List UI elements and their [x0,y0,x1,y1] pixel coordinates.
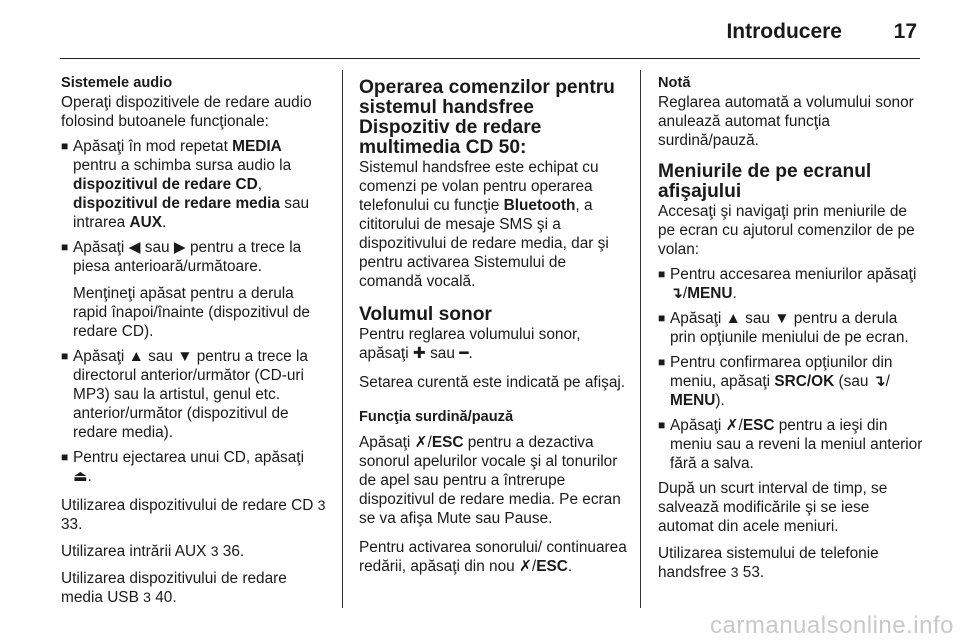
text: pentru a derula prin opţiunile meniului de pe ecran. [670,310,909,346]
arrow-up-icon: ▲ [725,310,741,327]
menu-arrow-icon: ↴ [670,285,683,302]
page-ref-icon: 3 [317,497,326,513]
arrow-down-icon: ▼ [774,310,790,327]
key-label: dispozitivul de redare CD [73,176,258,193]
plus-icon: ✚ [412,345,426,362]
text: sau [143,348,178,365]
text: / [682,285,688,302]
bullet-icon: ■ [658,418,666,432]
bullet-icon: ■ [61,450,69,464]
text: sau intrarea [73,195,310,231]
page-ref-icon: 3 [143,589,151,605]
text: . [161,214,167,231]
mute-icon: ✗ [519,558,532,575]
bullet-icon: ■ [61,240,69,254]
list-item [61,448,327,486]
text: / [885,373,890,390]
column-1 [61,74,327,607]
text: pentru a schimba sursa audio la [73,157,292,174]
eject-icon: ⏏ [73,468,88,485]
minus-icon: ━ [459,345,469,362]
list-item [61,347,327,442]
key-label: ESC [431,434,464,451]
subtitle: Sistemele audio [61,75,173,91]
text: Utilizarea sistemului de telefonie handsfree [658,545,879,581]
key-label: Bluetooth [503,197,576,214]
text: Apăsaţi în mod repetat [73,138,233,155]
bullet-icon: ■ [658,311,666,325]
heading: Meniurile de pe ecranul afişajului [658,161,872,202]
list-item [658,353,926,410]
bullet-list [61,137,327,276]
text: Pentru activarea sonorului/ continuarea redării, apăsaţi din nou [359,539,627,575]
heading: Dispozitiv de redare multimedia CD 50: [359,117,542,158]
subtitle: Funcţia surdină/pauză [359,409,514,425]
heading: Operarea comenzilor pentru sistemul handsfree [359,77,615,118]
mute-icon: ✗ [414,434,428,451]
paragraph [359,538,627,576]
list-item [658,416,926,473]
paragraph [359,433,627,528]
bullet-list [61,347,327,486]
text: Pentru reglarea volumului sonor, apăsaţi [359,326,581,362]
key-label: MENU [687,285,733,302]
mute-icon: ✗ [725,417,739,434]
note-title: Notă [658,75,691,91]
paragraph: După un scurt interval de timp, se salvează modificările şi se iese automat din acele meniuri. [658,480,888,535]
text: Apăsaţi [73,239,129,256]
text: Apăsaţi [670,417,726,434]
text: / [531,558,537,575]
list-item [658,265,926,303]
watermark: carmanualsonline.info [710,612,954,639]
text: 40. [150,589,177,606]
text: / [738,417,743,434]
column-divider [342,70,343,608]
text: . [468,345,473,362]
key-label: MENU [670,392,716,409]
page-header [60,18,920,59]
key-label: dispozitivul de redare media [73,195,280,212]
text: 36. [218,543,245,560]
text: Apăsaţi [73,348,129,365]
text: pentru a ieşi din meniu sau a reveni la meniul anterior fără a salva. [670,417,923,472]
paragraph: Setarea curentă este indicată pe afişaj. [359,374,626,391]
note-text: Reglarea automată a volumului sonor anulează automat funcţia surdină/pauză. [658,94,914,149]
column-3 [658,74,926,582]
text: sau [425,345,460,362]
text: sau [140,239,174,256]
text: Pentru accesarea meniurilor apăsaţi [670,266,917,283]
list-item [61,137,327,232]
text: / [427,434,432,451]
text: , [257,176,263,193]
bullet-list [658,265,926,473]
text: sau [740,310,775,327]
text: Pentru ejectarea unui CD, apăsaţi [73,449,304,466]
bullet-icon: ■ [61,139,69,153]
arrow-right-icon: ▶ [173,239,186,256]
section-title: Introducere [726,20,842,43]
text: Utilizarea intrării AUX [61,543,211,560]
key-label: ESC [742,417,775,434]
page-number: 17 [893,20,917,43]
text: 33. [61,516,83,533]
paragraph: Operaţi dispozitivele de redare audio folosind butoanele funcţionale: [61,94,312,130]
bullet-icon: ■ [658,355,666,369]
text: Utilizarea dispozitivului de redare media USB [61,570,287,606]
text: . [732,285,737,302]
key-label: ESC [536,558,568,575]
menu-arrow-icon: ↴ [872,373,886,390]
bullet-icon: ■ [658,267,666,281]
cross-reference [61,569,327,607]
bullet-icon: ■ [61,349,69,363]
text: . [567,558,573,575]
paragraph: Menţineţi apăsat pentru a derula rapid înapoi/înainte (dispozitivul de redare CD). [73,285,310,340]
key-label: SRC/OK [774,373,835,390]
list-item [658,309,926,347]
text: , a cititorului de mesaje SMS şi a dispozitivului de redare media, dar şi pentru activarea Sistemului de comandă vocală. [359,197,609,290]
paragraph [359,158,627,291]
cross-reference [61,496,327,534]
text: Sistemul handsfree este echipat cu comenzi pe volan pentru operarea telefonului cu funcţie [359,159,599,214]
text: Pentru confirmarea opţiunilor din meniu, apăsaţi [670,354,893,390]
list-item [61,238,327,276]
text: . [87,468,92,485]
column-divider [640,70,641,608]
cross-reference [658,544,926,582]
arrow-up-icon: ▲ [128,348,144,365]
page-ref-icon: 3 [210,543,219,559]
cross-reference [61,542,327,561]
arrow-left-icon: ◀ [128,239,141,256]
page-ref-icon: 3 [730,564,739,580]
arrow-down-icon: ▼ [177,348,193,365]
text: pentru a trece la piesa anterioară/următoare. [73,239,302,275]
text: (sau [834,373,873,390]
paragraph [359,325,627,363]
text: ). [715,392,725,409]
column-2 [359,78,627,576]
key-label: MEDIA [232,138,282,155]
text: Utilizarea dispozitivului de redare CD [61,497,318,514]
text: pentru a trece la directorul anterior/următor (CD-uri MP3) sau la artistul, genul etc. anterior/următor (dispozitivul de redare media). [73,348,308,441]
heading: Volumul sonor [359,304,492,325]
key-label: AUX [129,214,162,231]
paragraph: Accesaţi şi navigaţi prin meniurile de pe ecran cu ajutorul comenzilor de pe volan: [658,203,915,258]
text: Apăsaţi [670,310,726,327]
text: 53. [738,564,765,581]
text: pentru a dezactiva sonorul apelurilor vocale şi al tonurilor de apel sau pentru a întrerupe dispozitivul de redare media. Pe ecran se va afişa Mute sau Pause. [359,434,621,527]
text: Apăsaţi [359,434,415,451]
